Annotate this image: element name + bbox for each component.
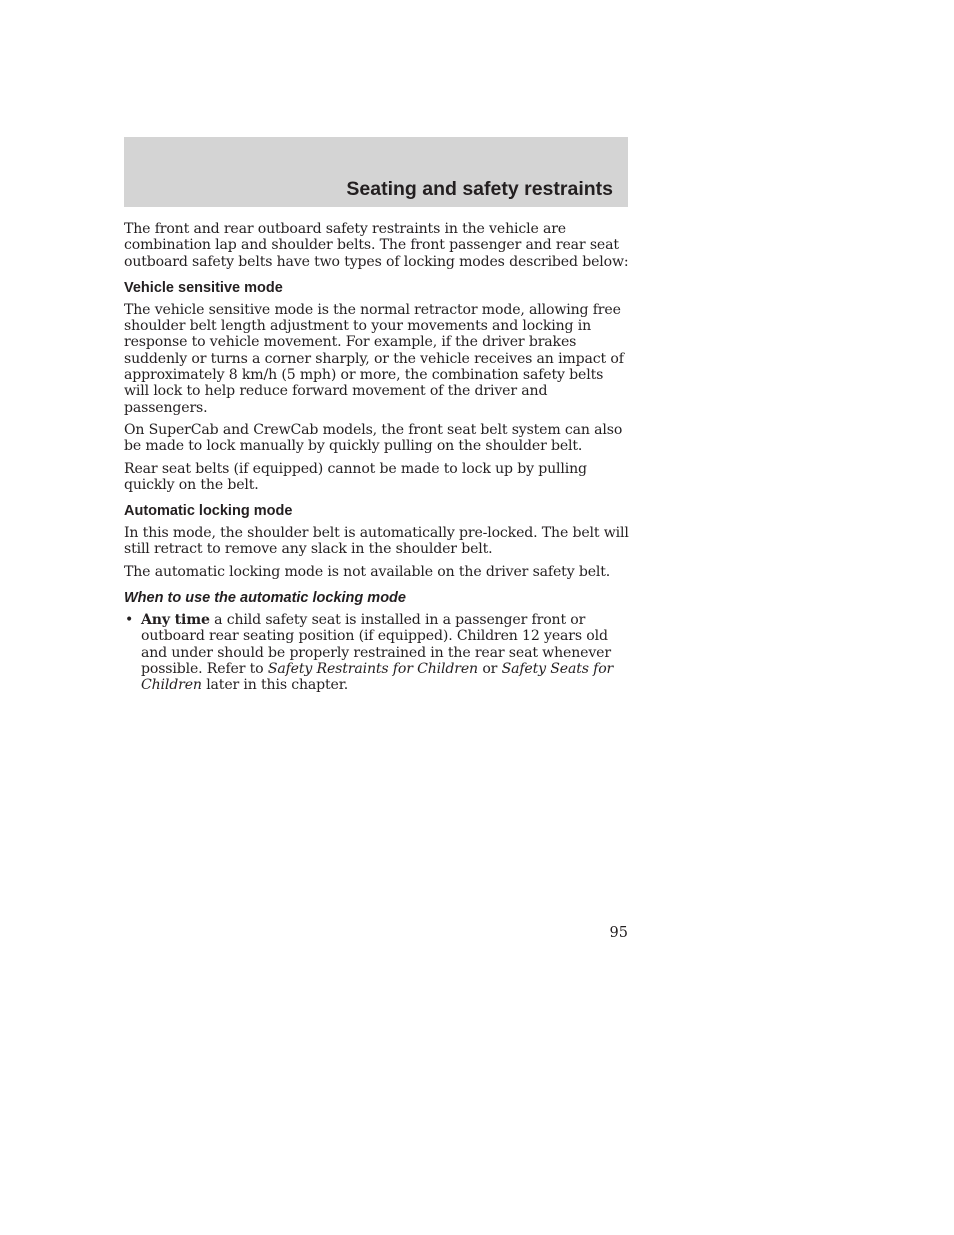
page-number: 95 <box>609 925 628 941</box>
cross-reference-2: Safety Seats for Children <box>141 660 614 694</box>
usage-bullet-list <box>124 612 630 693</box>
list-item <box>124 612 630 693</box>
vehicle-sensitive-paragraph-3: Rear seat belts (if equipped) cannot be made to lock up by pulling quickly on the belt. <box>124 460 587 493</box>
bullet-lead: Any time <box>141 612 210 629</box>
automatic-locking-paragraph-2: The automatic locking mode is not available on the driver safety belt. <box>124 563 611 580</box>
bullet-text-2: or <box>477 660 502 677</box>
cross-reference-1: Safety Restraints for Children <box>267 660 478 677</box>
bullet-text-1: a child safety seat is installed in a passenger front or outboard rear seating position (if equipped). Children 12 years old and under should be properly restrained in the rear seat whenever possible. Refer to <box>141 612 611 677</box>
page-content <box>124 221 630 694</box>
section-header-band <box>124 137 628 207</box>
automatic-locking-paragraph-1: In this mode, the shoulder belt is automatically pre-locked. The belt will still retract to remove any slack in the shoulder belt. <box>124 525 629 558</box>
automatic-locking-mode-heading: Automatic locking mode <box>124 503 293 520</box>
intro-paragraph: The front and rear outboard safety restraints in the vehicle are combination lap and shoulder belts. The front passenger and rear seat outboard safety belts have two types of locking modes described below: <box>124 221 629 270</box>
when-to-use-subheading: When to use the automatic locking mode <box>124 590 406 607</box>
vehicle-sensitive-mode-heading: Vehicle sensitive mode <box>124 279 283 296</box>
vehicle-sensitive-paragraph-1: The vehicle sensitive mode is the normal retractor mode, allowing free shoulder belt length adjustment to your movements and locking in response to vehicle movement. For example, if the driver brakes suddenly or turns a corner sharply, or the vehicle receives an impact of approximately 8 km/h (5 mph) or more, the combination safety belts will lock to help reduce forward movement of the driver and passengers. <box>124 301 624 416</box>
bullet-icon: • <box>125 612 134 629</box>
section-title: Seating and safety restraints <box>346 178 613 200</box>
bullet-text-3: later in this chapter. <box>201 677 349 694</box>
vehicle-sensitive-paragraph-2: On SuperCab and CrewCab models, the front seat belt system can also be made to lock manually by quickly pulling on the shoulder belt. <box>124 421 623 455</box>
